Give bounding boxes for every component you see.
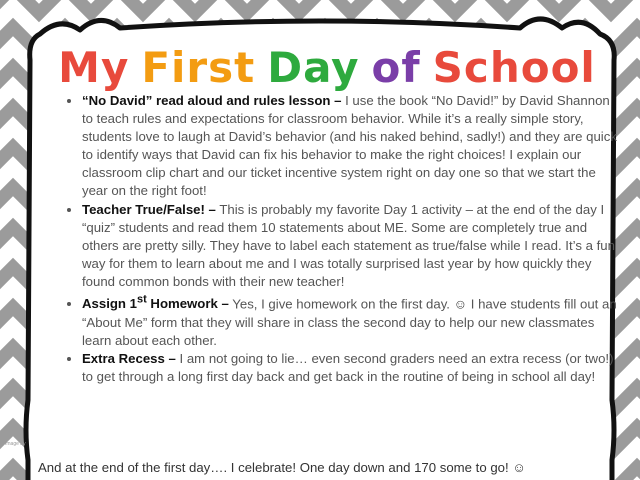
item-heading: Teacher True/False! – <box>82 201 216 217</box>
title-word: Day <box>267 43 360 92</box>
item-body-post: I have students fill out an “About Me” form that they will share in class the second day to help our new classmates learn about each other. <box>82 296 617 348</box>
heading-superscript: st <box>136 294 147 307</box>
item-body-pre: Yes, I give homework on the first day. <box>228 296 454 312</box>
title-word: of <box>371 43 421 92</box>
closing-line <box>38 459 638 477</box>
smiley-icon: ☺ <box>512 460 526 475</box>
item-heading: “No David” read aloud and rules lesson – <box>82 93 342 108</box>
list-item-teacher-true-false <box>82 201 622 291</box>
heading-post: Homework – <box>146 296 229 312</box>
heading-pre: Assign 1 <box>82 296 137 312</box>
list-item-no-david <box>82 92 622 201</box>
title-word: School <box>432 43 596 92</box>
activity-list <box>58 92 622 386</box>
list-item-homework <box>82 291 622 350</box>
list-item-extra-recess <box>82 350 622 386</box>
item-heading: Extra Recess – <box>82 350 176 366</box>
item-body: This is probably my favorite Day 1 activity – at the end of the day I “quiz” students and read them 10 statements about ME. Some are completely true and others are pretty silly. They have to label each statement as true/false while I read. It’s a fun way for them to learn about me and I was totally surprised last year by how quickly they found common bonds with their new teacher! <box>82 201 615 289</box>
item-heading <box>82 296 229 311</box>
closing-text: And at the end of the first day…. I celebrate! One day down and 170 some to go! <box>38 460 513 475</box>
item-body: I am not going to lie… even second graders need an extra recess (or two!) to get through a long first day back and get back in the routine of being in school all day! <box>82 350 614 384</box>
title-word: My <box>58 43 130 92</box>
item-body: I use the book “No David!” by David Shannon to teach rules and expectations for classroom behavior. While it’s a really simple story, students love to laugh at David’s behavior (and his naked behind, sadly!) and they are quick to identify ways that David can fix his behavior to make the right choices! I explain our classroom clip chart and our ticket incentive system right on day one so that we start the year on the right foot! <box>82 93 617 199</box>
title-word: First <box>141 43 256 92</box>
watermark: Image by <box>5 441 26 447</box>
smiley-icon: ☺ <box>453 296 468 312</box>
page-title <box>32 38 622 98</box>
